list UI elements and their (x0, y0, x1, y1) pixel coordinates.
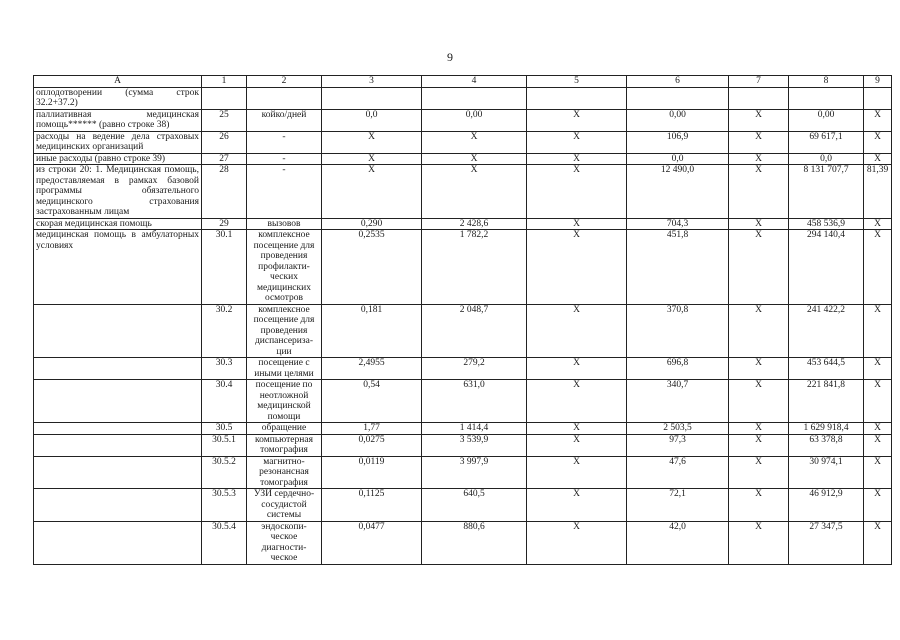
table-cell: X (864, 230, 892, 305)
row-label-cell: из строки 20: 1. Медицинская помощь, предоставляемая в рамках базовой программы обязательного медицинского страхования застрахованным лицам (34, 165, 202, 219)
table-cell: УЗИ сердечно-сосудистой системы (247, 489, 322, 522)
table-cell: X (729, 109, 789, 131)
table-cell: 241 422,2 (789, 304, 864, 358)
table-cell: 0,0477 (322, 521, 422, 564)
table-cell: 0,0119 (322, 456, 422, 489)
row-label-cell: паллиативная медицинская помощь****** (равно строке 38) (34, 109, 202, 131)
table-cell: 30.3 (202, 358, 247, 380)
table-cell: 640,5 (422, 489, 527, 522)
table-cell: 106,9 (627, 131, 729, 153)
table-cell: X (864, 423, 892, 435)
table-cell: X (527, 434, 627, 456)
table-cell: X (729, 165, 789, 219)
table-cell: 47,6 (627, 456, 729, 489)
table-cell: X (527, 165, 627, 219)
table-cell: 0,290 (322, 218, 422, 230)
data-table (33, 75, 892, 565)
row-label-cell (34, 434, 202, 456)
column-header: 7 (729, 76, 789, 88)
table-cell: X (322, 165, 422, 219)
table-row (34, 165, 892, 219)
table-cell: 46 912,9 (789, 489, 864, 522)
row-label-cell: медицинская помощь в амбулаторных условиях (34, 230, 202, 305)
row-label-cell (34, 423, 202, 435)
table-cell (527, 87, 627, 109)
table-cell: 340,7 (627, 380, 729, 423)
table-cell: 29 (202, 218, 247, 230)
table-cell: 63 378,8 (789, 434, 864, 456)
table-row (34, 230, 892, 305)
table-cell: посещение с иными целями (247, 358, 322, 380)
table-cell: X (729, 423, 789, 435)
table-cell: 2 048,7 (422, 304, 527, 358)
table-cell: 2 503,5 (627, 423, 729, 435)
column-header: 8 (789, 76, 864, 88)
column-header: 6 (627, 76, 729, 88)
table-cell: X (729, 489, 789, 522)
table-cell: 3 539,9 (422, 434, 527, 456)
table-cell: 1 414,4 (422, 423, 527, 435)
table-cell (322, 87, 422, 109)
table-cell: вызовов (247, 218, 322, 230)
table-cell: X (729, 521, 789, 564)
column-header: 3 (322, 76, 422, 88)
table-cell: X (527, 153, 627, 165)
table-cell: X (527, 109, 627, 131)
table-cell: 1 629 918,4 (789, 423, 864, 435)
table-cell: компьютерная томография (247, 434, 322, 456)
table-row (34, 109, 892, 131)
table-row (34, 153, 892, 165)
table-cell: X (729, 456, 789, 489)
table-row (34, 380, 892, 423)
table-cell: 0,00 (627, 109, 729, 131)
table-cell: 0,1125 (322, 489, 422, 522)
table-cell: X (864, 489, 892, 522)
table-cell: X (864, 218, 892, 230)
table-row (34, 131, 892, 153)
table-cell: X (322, 153, 422, 165)
table-cell: X (729, 304, 789, 358)
column-header: A (34, 76, 202, 88)
row-label-cell: скорая медицинская помощь (34, 218, 202, 230)
table-cell (729, 87, 789, 109)
table-cell: 69 617,1 (789, 131, 864, 153)
table-cell: 0,181 (322, 304, 422, 358)
table-cell: X (729, 218, 789, 230)
table-cell: 30.5.3 (202, 489, 247, 522)
table-cell: X (729, 153, 789, 165)
table-cell: X (527, 489, 627, 522)
table-cell: 42,0 (627, 521, 729, 564)
table-cell: 704,3 (627, 218, 729, 230)
table-cell: X (422, 165, 527, 219)
table-cell: X (729, 131, 789, 153)
table-cell: 631,0 (422, 380, 527, 423)
table-cell: 30.5 (202, 423, 247, 435)
table-row (34, 456, 892, 489)
table-cell: X (864, 153, 892, 165)
table-cell: - (247, 153, 322, 165)
table-cell: 696,8 (627, 358, 729, 380)
table-cell: X (729, 358, 789, 380)
table-cell: X (864, 109, 892, 131)
table-cell: 370,8 (627, 304, 729, 358)
table-cell: X (864, 434, 892, 456)
table-row (34, 304, 892, 358)
row-label-cell (34, 521, 202, 564)
table-cell: 3 997,9 (422, 456, 527, 489)
table-cell: 30.1 (202, 230, 247, 305)
table-cell: X (527, 456, 627, 489)
table-cell: 0,0275 (322, 434, 422, 456)
table-cell: 453 644,5 (789, 358, 864, 380)
table-cell: 2 428,6 (422, 218, 527, 230)
table-cell: X (527, 358, 627, 380)
row-label-cell (34, 380, 202, 423)
table-cell: 0,00 (789, 109, 864, 131)
table-cell: 30.5.1 (202, 434, 247, 456)
table-row (34, 218, 892, 230)
table-cell: 28 (202, 165, 247, 219)
table-cell: посещение по неотложной медицинской помощи (247, 380, 322, 423)
row-label-cell (34, 489, 202, 522)
row-label-cell: иные расходы (равно строке 39) (34, 153, 202, 165)
table-cell: X (322, 131, 422, 153)
table-cell: 81,39 (864, 165, 892, 219)
table-cell: 8 131 707,7 (789, 165, 864, 219)
table-cell: 25 (202, 109, 247, 131)
table-cell: 0,54 (322, 380, 422, 423)
page-number: 9 (447, 50, 453, 64)
table-cell (422, 87, 527, 109)
table-cell: X (864, 380, 892, 423)
table-row (34, 434, 892, 456)
table-cell: X (729, 434, 789, 456)
table-cell: 30.5.4 (202, 521, 247, 564)
column-header: 1 (202, 76, 247, 88)
table-cell: 2,4955 (322, 358, 422, 380)
table-cell: X (864, 521, 892, 564)
table-cell: X (527, 423, 627, 435)
row-label-cell (34, 358, 202, 380)
column-header: 5 (527, 76, 627, 88)
table-cell: X (527, 218, 627, 230)
row-label-cell (34, 456, 202, 489)
table-cell: 1 782,2 (422, 230, 527, 305)
table-cell: 458 536,9 (789, 218, 864, 230)
table-cell: 27 (202, 153, 247, 165)
table-cell: 27 347,5 (789, 521, 864, 564)
table-cell: 451,8 (627, 230, 729, 305)
column-header: 2 (247, 76, 322, 88)
table-cell: X (729, 380, 789, 423)
column-header: 9 (864, 76, 892, 88)
table-row (34, 489, 892, 522)
table-cell: 30.2 (202, 304, 247, 358)
column-header: 4 (422, 76, 527, 88)
table-cell (247, 87, 322, 109)
table-cell: 12 490,0 (627, 165, 729, 219)
table-cell: X (527, 230, 627, 305)
table-row (34, 521, 892, 564)
table-cell (864, 87, 892, 109)
row-label-cell: расходы на ведение дела страховых медицинских организаций (34, 131, 202, 153)
table-cell: 0,2535 (322, 230, 422, 305)
table-cell: X (864, 456, 892, 489)
table-cell: 294 140,4 (789, 230, 864, 305)
table-cell: 880,6 (422, 521, 527, 564)
table-cell: магнитно-резонансная томография (247, 456, 322, 489)
table-cell: X (527, 131, 627, 153)
table-cell: комплексное посещение для проведения профилакти-ческих медицинских осмотров (247, 230, 322, 305)
table-cell (202, 87, 247, 109)
table-cell: обращение (247, 423, 322, 435)
table-cell: эндоскопи-ческое диагности-ческое (247, 521, 322, 564)
table-cell: X (422, 153, 527, 165)
table-cell (627, 87, 729, 109)
table-cell: X (527, 380, 627, 423)
table-cell: комплексное посещение для проведения диспансериза-ции (247, 304, 322, 358)
table-cell: 26 (202, 131, 247, 153)
table-row (34, 423, 892, 435)
table-cell (789, 87, 864, 109)
table-cell: X (864, 358, 892, 380)
table-cell: - (247, 165, 322, 219)
table-cell: 1,77 (322, 423, 422, 435)
table-cell: X (422, 131, 527, 153)
table-row (34, 87, 892, 109)
table-cell: 30.5.2 (202, 456, 247, 489)
table-cell: 0,0 (627, 153, 729, 165)
table-cell: X (864, 304, 892, 358)
table-cell: 97,3 (627, 434, 729, 456)
table-cell: X (527, 304, 627, 358)
table-cell: 221 841,8 (789, 380, 864, 423)
table-cell: 30 974,1 (789, 456, 864, 489)
table-cell: 0,0 (789, 153, 864, 165)
header-row (34, 76, 892, 88)
table-cell: X (729, 230, 789, 305)
table-cell: 279,2 (422, 358, 527, 380)
row-label-cell (34, 304, 202, 358)
table-cell: X (527, 521, 627, 564)
table-cell: 72,1 (627, 489, 729, 522)
table-cell: 0,00 (422, 109, 527, 131)
table-cell: койко/дней (247, 109, 322, 131)
table-row (34, 358, 892, 380)
table-cell: X (864, 131, 892, 153)
row-label-cell: оплодотворении (сумма строк 32.2+37.2) (34, 87, 202, 109)
table-cell: 0,0 (322, 109, 422, 131)
table-cell: 30.4 (202, 380, 247, 423)
table-cell: - (247, 131, 322, 153)
